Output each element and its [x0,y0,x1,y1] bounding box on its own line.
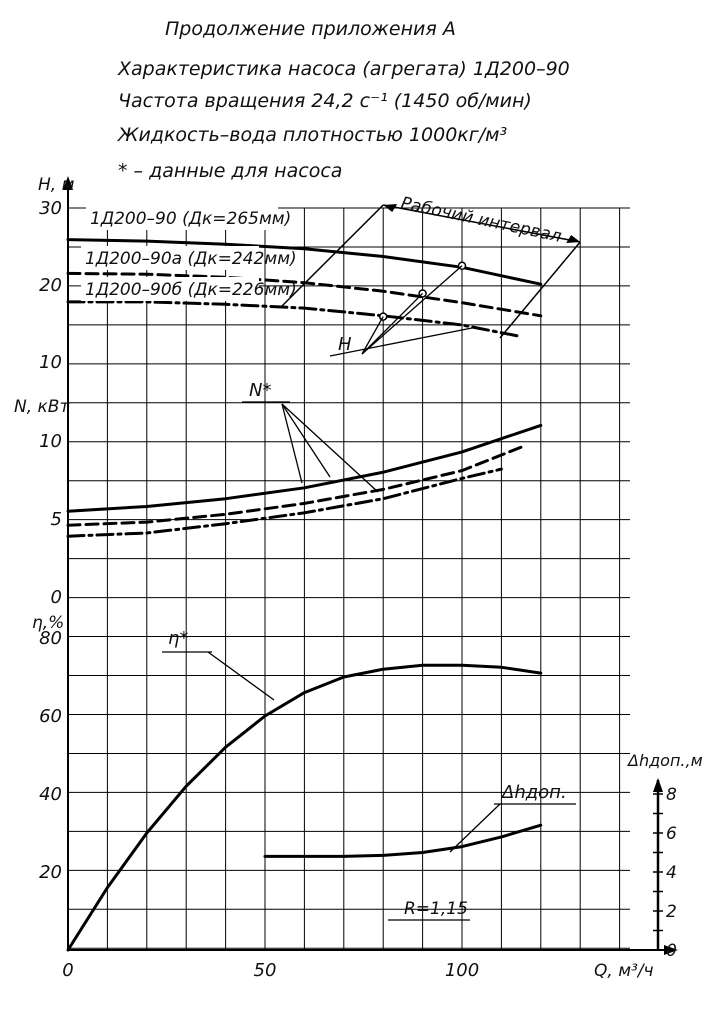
x-tick-label: 50 [253,960,277,981]
head-tick-label: 10 [39,352,62,373]
head-tick-label: 20 [39,275,62,296]
head-series-label: 1Д200–90б (Дк=226мм) [85,280,297,300]
head-series-label: 1Д200–90а (Дк=242мм) [85,249,297,269]
npsh-tick-label: 2 [666,902,677,922]
head-tick-label: 30 [39,198,62,219]
x-tick-label: 100 [444,960,480,981]
x-axis-label: Q, м³/ч [594,961,654,981]
npsh-note-label: R=1,15 [404,899,468,919]
working-interval-arrow-right [566,235,580,243]
chart-curves [68,204,580,950]
npsh-tick-label: 4 [666,863,677,883]
characteristic-text: Характеристика насоса (агрегата) 1Д200–90 [118,58,570,80]
head-axis-label: H, м [38,175,75,195]
working-interval-boundary-right [500,242,580,338]
npsh-curve-0 [265,825,541,856]
note-text: * – данные для насоса [118,160,343,182]
npsh-tick-label: 8 [666,785,677,805]
npsh-callout-label: Δhдоп. [502,782,567,803]
working-interval-label: Рабочий интервал [398,193,564,247]
npsh-tick-label: 6 [666,824,677,844]
power-tick-label: 5 [50,509,62,530]
efficiency-tick-label: 20 [39,862,62,883]
x-tick-label: 0 [62,960,74,981]
power-tick-label: 0 [50,587,62,608]
chart-grid [68,208,630,950]
npsh-axis-label: Δhдоп.,м [628,751,703,770]
liquid-text: Жидкость–вода плотностью 1000кг/м³ [118,124,508,146]
efficiency-tick-label: 80 [39,628,62,649]
power-callout-leader [282,404,330,477]
efficiency-callout-label: η* [168,628,189,649]
power-callout-leader [282,404,378,492]
continuation-text: Продолжение приложения А [165,18,456,40]
head-series-label: 1Д200–90 (Дк=265мм) [90,209,292,229]
power-axis-label: N, кВт [14,397,70,417]
power-callout-leader [282,404,302,483]
efficiency-axis-label: η,% [32,613,65,633]
power-curve-2 [68,469,501,536]
head-callout-leader [362,266,462,354]
head-callout-label: H [338,334,352,355]
chart-labels [14,175,703,981]
rotation-text: Частота вращения 24,2 с⁻¹ (1450 об/мин) [118,90,532,112]
power-tick-label: 10 [39,431,62,452]
efficiency-tick-label: 60 [39,706,62,727]
npsh-axis-arrow [653,778,663,792]
power-callout-label: N* [249,380,272,401]
npsh-tick-label: 0 [666,941,677,961]
head-callout-leader [362,293,423,354]
efficiency-tick-label: 40 [39,784,62,805]
